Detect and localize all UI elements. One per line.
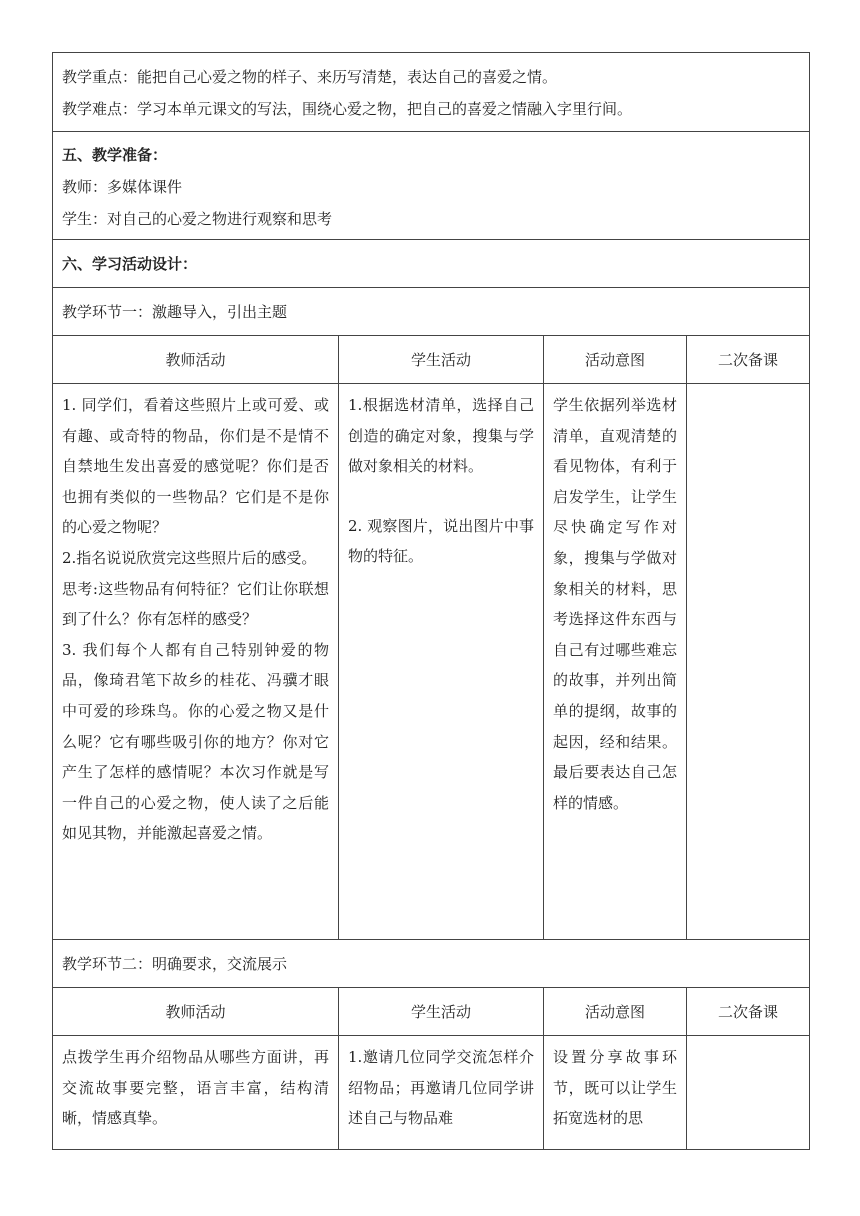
section1-student-line: 2. 观察图片，说出图片中事物的特征。: [348, 516, 534, 566]
section1-intent-cell: [544, 384, 687, 940]
section2-title: 教学环节二：明确要求，交流展示: [62, 955, 288, 973]
focus-cell: [53, 53, 810, 132]
section2-teacher-text: 点拨学生再介绍物品从哪些方面讲，再交流故事要完整，语言丰富，结构清晰，情感真挚。: [62, 1048, 329, 1128]
section1-title: 教学环节一：激趣导入，引出主题: [62, 303, 288, 321]
activity-design-row: [53, 240, 810, 288]
section2-student-cell: [339, 1036, 544, 1150]
section1-intent-text: 学生依据列举选材清单，直观清楚的看见物体，有利于启发学生，让学生尽快确定写作对象，搜集与学做对象相关的材料，思考选择这件东西与自己有过哪些难忘的故事，并列出简单的提纲，故事的起因，经和结果。最后要表达自己怎样的情感。: [553, 396, 677, 812]
focus-row: [53, 53, 810, 132]
section2-intent-cell: [544, 1036, 687, 1150]
section1-teacher-cell: [53, 384, 339, 940]
preparation-heading: 五、教学准备：: [62, 146, 168, 164]
section1-column-header-row: [53, 336, 810, 384]
section1-second-cell: [687, 384, 810, 940]
section1-teacher-line: 2.指名说说欣赏完这些照片后的感受。: [62, 548, 317, 567]
col-teacher-activity: 教师活动: [53, 988, 339, 1036]
section2-second-cell: [687, 1036, 810, 1150]
difficult-point-text: 教学难点：学习本单元课文的写法，围绕心爱之物，把自己的喜爱之情融入字里行间。: [62, 100, 633, 118]
col-activity-intent: 活动意图: [544, 988, 687, 1036]
col-student-activity: 学生活动: [339, 336, 544, 384]
spacer: [348, 482, 534, 511]
section1-title-row: [53, 288, 810, 336]
section2-title-row: [53, 940, 810, 988]
key-point-text: 教学重点：能把自己心爱之物的样子、来历写清楚，表达自己的喜爱之情。: [62, 68, 558, 86]
lesson-plan-table: [52, 52, 810, 1150]
activity-design-heading: 六、学习活动设计：: [62, 255, 198, 273]
section1-title-cell: [53, 288, 810, 336]
col-student-activity: 学生活动: [339, 988, 544, 1036]
section1-student-cell: [339, 384, 544, 940]
section1-student-line: 1.根据选材清单，选择自己创造的确定对象，搜集与学做对象相关的材料。: [348, 396, 534, 476]
section2-intent-text: 设置分享故事环节，既可以让学生拓宽选材的思: [553, 1048, 677, 1128]
section1-teacher-line: 思考:这些物品有何特征？它们让你联想到了什么？你有怎样的感受？: [62, 579, 329, 629]
preparation-row: [53, 132, 810, 240]
col-activity-intent: 活动意图: [544, 336, 687, 384]
section2-title-cell: [53, 940, 810, 988]
section1-content-row: [53, 384, 810, 940]
section2-student-text: 1.邀请几位同学交流怎样介绍物品；再邀请几位同学讲述自己与物品难: [348, 1048, 534, 1128]
col-second-prep: 二次备课: [687, 988, 810, 1036]
section1-teacher-line: 3. 我们每个人都有自己特别钟爱的物品，像琦君笔下故乡的桂花、冯骥才眼中可爱的珍珠鸟。你的心爱之物又是什么呢？它有哪些吸引你的地方？你对它产生了怎样的感情呢？本次习作就是写一件自己的心爱之物，使人读了之后能如见其物，并能激起喜爱之情。: [62, 640, 329, 843]
lesson-plan-sheet: [52, 52, 809, 1150]
col-teacher-activity: 教师活动: [53, 336, 339, 384]
preparation-cell: [53, 132, 810, 240]
col-second-prep: 二次备课: [687, 336, 810, 384]
section1-teacher-line: 1. 同学们，看着这些照片上或可爱、或有趣、或奇特的物品，你们是不是情不自禁地生发出喜爱的感觉呢？你们是否也拥有类似的一些物品？它们是不是你的心爱之物呢？: [62, 396, 329, 537]
section2-teacher-cell: [53, 1036, 339, 1150]
preparation-student: 学生：对自己的心爱之物进行观察和思考: [62, 210, 333, 228]
activity-design-cell: [53, 240, 810, 288]
section2-content-row: [53, 1036, 810, 1150]
preparation-teacher: 教师：多媒体课件: [62, 178, 183, 196]
section2-column-header-row: [53, 988, 810, 1036]
